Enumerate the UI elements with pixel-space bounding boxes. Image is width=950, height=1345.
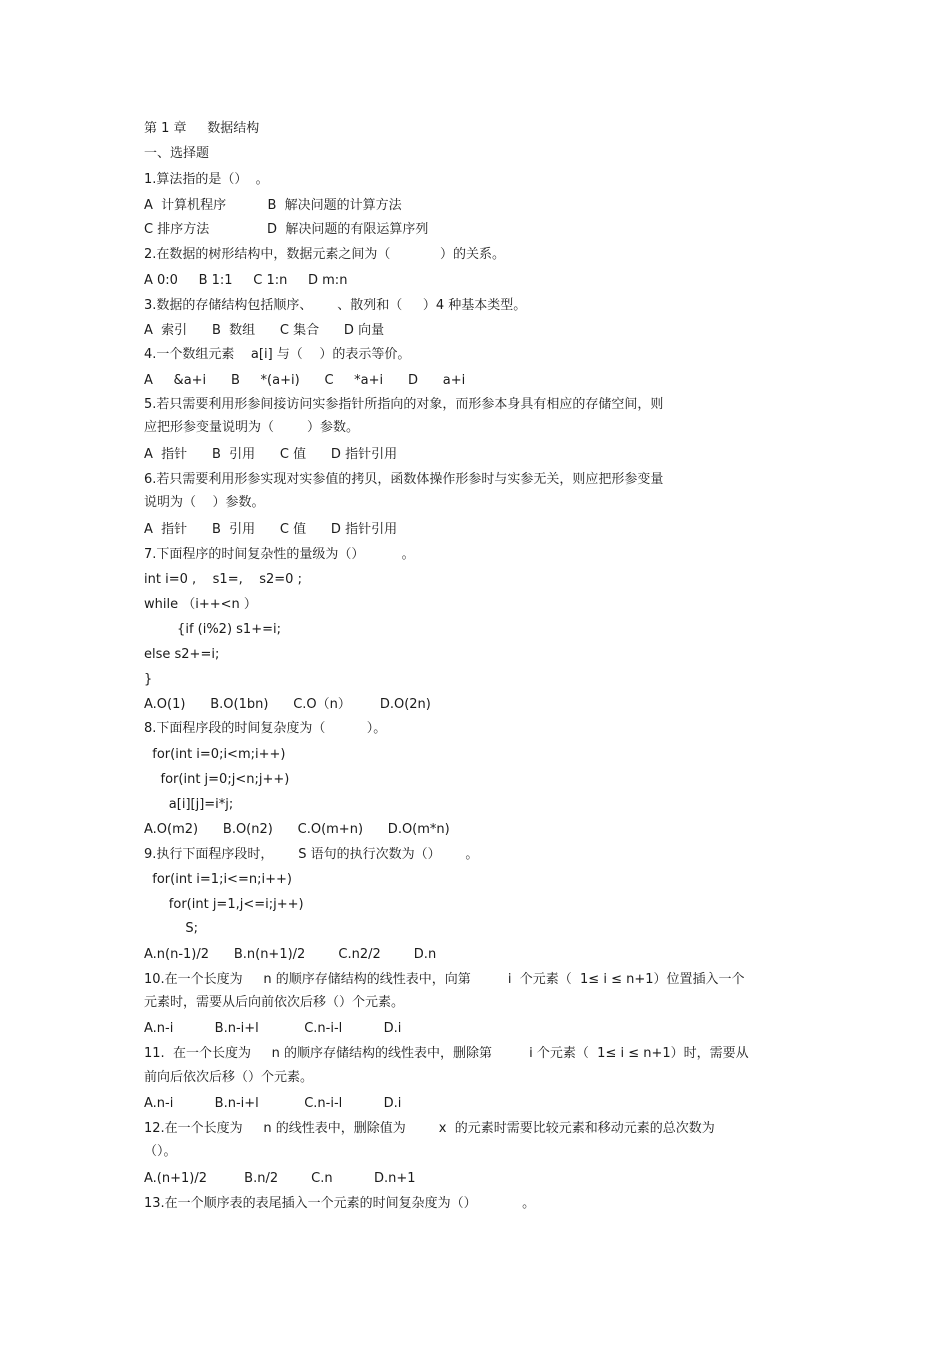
question-12-line-1: 12.在一个长度为 n 的线性表中，删除值为 x 的元素时需要比较元素和移动元素的总次数为 (144, 1121, 715, 1136)
q3-options: A 索引 B 数组 C 集合 D 向量 (144, 323, 385, 338)
code-line: } (144, 672, 153, 687)
q12-options: A.(n+1)/2 B.n/2 C.n D.n+1 (144, 1171, 416, 1186)
section-heading: 一、选择题 (144, 146, 210, 161)
question-11-line-2: 前向后依次后移（）个元素。 (144, 1070, 314, 1085)
q8-options: A.O(m2) B.O(n2) C.O(m+n) D.O(m*n) (144, 822, 450, 837)
code-line: for(int j=1,j<=i;j++) (144, 897, 304, 912)
question-10-line-1: 10.在一个长度为 n 的顺序存储结构的线性表中，向第 i 个元素（ 1≤ i ≤ n+1）位置插入一个 (144, 972, 745, 987)
code-line: else s2+=i; (144, 647, 220, 662)
q10-options: A.n-i B.n-i+l C.n-i-l D.i (144, 1021, 402, 1036)
code-line: for(int i=1;i<=n;i++) (144, 872, 292, 887)
q1-options-cd: C 排序方法 D 解决问题的有限运算序列 (144, 222, 429, 237)
q5-options: A 指针 B 引用 C 值 D 指针引用 (144, 447, 398, 462)
code-line: {if (i%2) s1+=i; (144, 622, 281, 637)
code-line: while （i++<n ） (144, 597, 257, 612)
question-11-line-1: 11. 在一个长度为 n 的顺序存储结构的线性表中，删除第 i 个元素（ 1≤ i ≤ n+1）时，需要从 (144, 1046, 749, 1061)
question-7: 7.下面程序的时间复杂性的量级为（） 。 (144, 547, 415, 562)
question-9: 9.执行下面程序段时， S 语句的执行次数为（） 。 (144, 847, 479, 862)
question-13: 13.在一个顺序表的表尾插入一个元素的时间复杂度为（） 。 (144, 1196, 536, 1211)
question-6-line-2: 说明为（ ）参数。 (144, 495, 265, 510)
code-line: a[i][j]=i*j; (144, 797, 234, 812)
q2-options: A 0:0 B 1:1 C 1:n D m:n (144, 273, 348, 288)
code-line: for(int i=0;i<m;i++) (144, 747, 286, 762)
question-2: 2.在数据的树形结构中，数据元素之间为（ ）的关系。 (144, 247, 505, 262)
q9-options: A.n(n-1)/2 B.n(n+1)/2 C.n2/2 D.n (144, 947, 437, 962)
question-10-line-2: 元素时，需要从后向前依次后移（）个元素。 (144, 995, 405, 1010)
question-5-line-1: 5.若只需要利用形参间接访问实参指针所指向的对象，而形参本身具有相应的存储空间，则 (144, 397, 664, 412)
question-12-line-2: （）。 (144, 1144, 177, 1159)
question-4: 4.一个数组元素 a[i] 与（ ）的表示等价。 (144, 347, 411, 362)
q1-options-ab: A 计算机程序 B 解决问题的计算方法 (144, 198, 402, 213)
question-1: 1.算法指的是（） 。 (144, 172, 269, 187)
q11-options: A.n-i B.n-i+l C.n-i-l D.i (144, 1096, 402, 1111)
question-3: 3.数据的存储结构包括顺序、 、散列和（ ）4 种基本类型。 (144, 298, 527, 313)
code-line: int i=0 , s1=, s2=0 ; (144, 572, 302, 587)
chapter-title: 第 1 章 数据结构 (144, 121, 260, 136)
q6-options: A 指针 B 引用 C 值 D 指针引用 (144, 522, 398, 537)
question-6-line-1: 6.若只需要利用形参实现对实参值的拷贝，函数体操作形参时与实参无关，则应把形参变量 (144, 472, 664, 487)
code-line: for(int j=0;j<n;j++) (144, 772, 290, 787)
code-line: S; (144, 921, 198, 936)
question-5-line-2: 应把形参变量说明为（ ）参数。 (144, 420, 360, 435)
q4-options: A &a+i B *(a+i) C *a+i D a+i (144, 373, 466, 388)
q7-options: A.O(1) B.O(1bn) C.O（n） D.O(2n) (144, 697, 431, 712)
question-8: 8.下面程序段的时间复杂度为（ ）。 (144, 721, 387, 736)
